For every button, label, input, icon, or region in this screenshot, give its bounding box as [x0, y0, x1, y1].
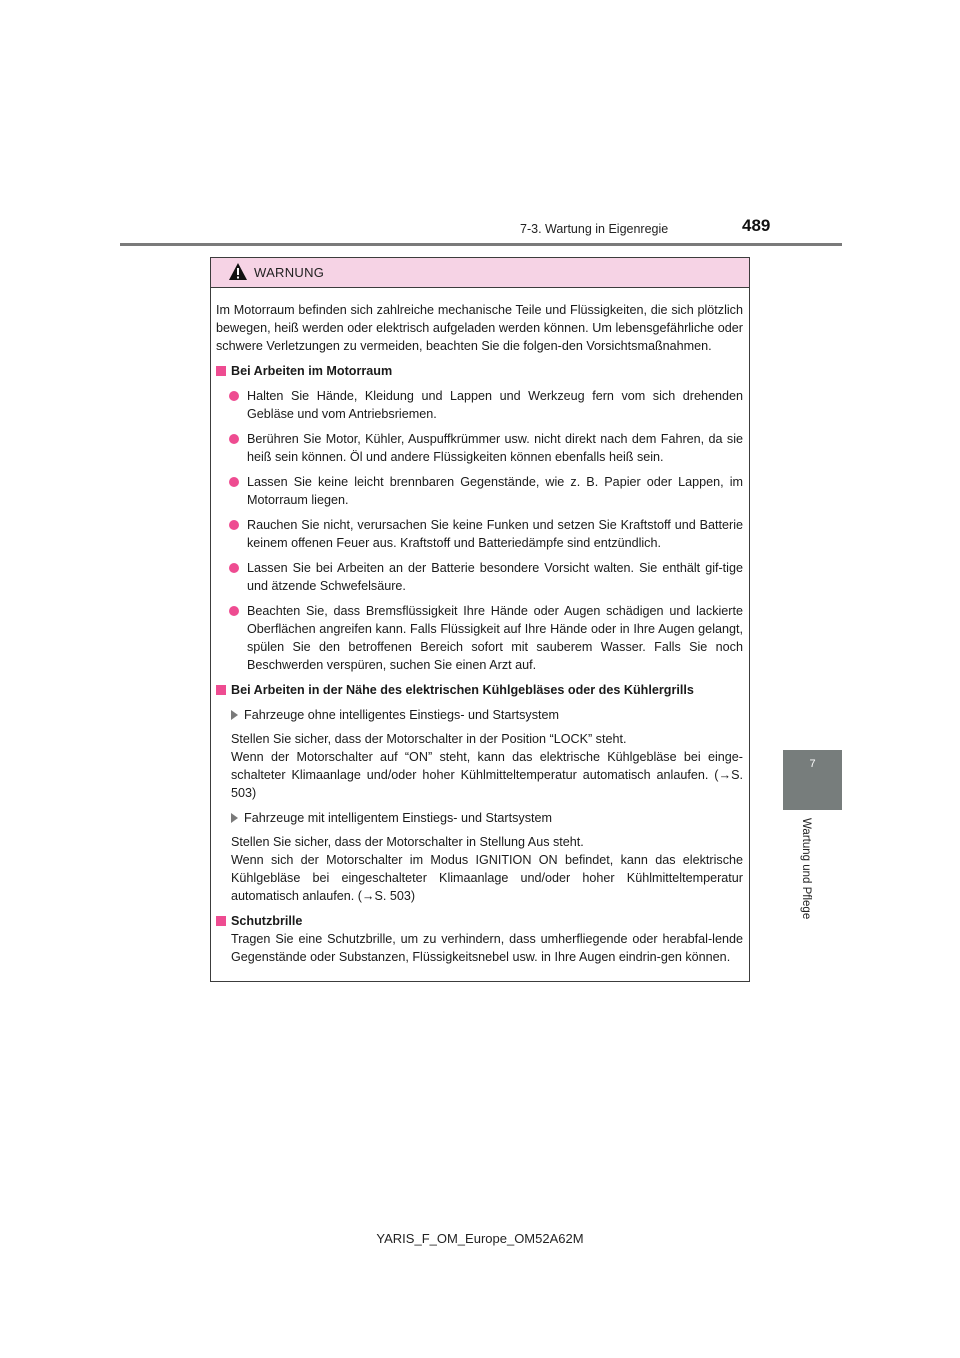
paragraph-line: Stellen Sie sicher, dass der Motorschalter in Stellung Aus steht. [231, 835, 584, 849]
vehicle-variant [216, 706, 743, 724]
section-heading [216, 912, 743, 930]
section-heading-text: Bei Arbeiten in der Nähe des elektrischen Kühlgebläses oder des Kühlergrills [231, 683, 694, 697]
warning-title: WARNUNG [254, 265, 325, 280]
paragraph-line: Stellen Sie sicher, dass der Motorschalter in der Position “LOCK” steht. [231, 732, 627, 746]
warning-header [211, 258, 749, 288]
bullet-text: Lassen Sie bei Arbeiten an der Batterie besondere Vorsicht walten. Sie enthält gif-tige und ätzende Schwefelsäure. [247, 561, 743, 593]
bullet-text: Beachten Sie, dass Bremsflüssigkeit Ihre Hände oder Augen schädigen und lackierte Oberflächen angreifen kann. Falls Flüssigkeit auf Ihre Hände oder in Ihre Augen gelangt, spülen Sie den betroffenen Bereich sofort mit sauberem Wasser. Falls Sie noch Beschwerden verspüren, suchen Sie einen Arzt auf. [247, 604, 743, 672]
chapter-title: Wartung und Pflege [800, 818, 812, 920]
header-divider [120, 243, 842, 246]
square-bullet-icon [216, 916, 226, 926]
bullet-text: Halten Sie Hände, Kleidung und Lappen und Werkzeug fern vom sich drehenden Gebläse und vom Antriebsriemen. [247, 389, 743, 421]
vehicle-variant-text: Fahrzeuge mit intelligentem Einstiegs- und Startsystem [244, 811, 552, 825]
vehicle-variant-text: Fahrzeuge ohne intelligentes Einstiegs- und Startsystem [244, 708, 560, 722]
circle-bullet-icon [229, 520, 239, 530]
section-heading [216, 362, 743, 380]
warning-intro: Im Motorraum befinden sich zahlreiche mechanische Teile und Flüssigkeiten, die sich plötzlich bewegen, heiß werden oder elektrisch aufgeladen werden können. Um lebensgefährliche oder schwere Verletzungen zu vermeiden, beachten Sie die folgen-den Vorsichtsmaßnahmen. [216, 303, 743, 353]
warning-box [210, 257, 750, 982]
circle-bullet-icon [229, 391, 239, 401]
circle-bullet-icon [229, 563, 239, 573]
document-code: YARIS_F_OM_Europe_OM52A62M [376, 1231, 584, 1246]
square-bullet-icon [216, 685, 226, 695]
bullet-item [216, 387, 743, 423]
bullet-item [216, 516, 743, 552]
section-heading [216, 681, 743, 699]
circle-bullet-icon [229, 434, 239, 444]
square-bullet-icon [216, 366, 226, 376]
bullet-item [216, 602, 743, 674]
bullet-item [216, 430, 743, 466]
bullet-item [216, 559, 743, 595]
circle-bullet-icon [229, 477, 239, 487]
page-number: 489 [742, 216, 771, 235]
circle-bullet-icon [229, 606, 239, 616]
header-section-title: 7-3. Wartung in Eigenregie [520, 222, 669, 236]
bullet-text: Berühren Sie Motor, Kühler, Auspuffkrümmer usw. nicht direkt nach dem Fahren, da sie heiß sein können. Öl und andere Flüssigkeiten können ebenfalls heiß sein. [247, 432, 743, 464]
warning-triangle-icon [228, 262, 248, 286]
section-heading-text: Schutzbrille [231, 914, 303, 928]
paragraph: Tragen Sie eine Schutzbrille, um zu verhindern, dass umherfliegende oder herabfal-lende Gegenstände oder Substanzen, Flüssigkeitsnebel usw. in Ihre Augen eindrin-gen können. [231, 932, 743, 964]
chapter-number: 7 [809, 758, 816, 770]
arrow-right-icon [231, 813, 238, 823]
vehicle-variant [216, 809, 743, 827]
arrow-right-icon [231, 710, 238, 720]
paragraph-line: Wenn sich der Motorschalter im Modus IGNITION ON befindet, kann das elektrische Kühlgebläse bei eingeschalteter Klimaanlage und/oder hoher Kühlmitteltemperatur automatisch anlaufen. (→S. 503) [231, 853, 743, 903]
section-heading-text: Bei Arbeiten im Motorraum [231, 364, 393, 378]
bullet-item [216, 473, 743, 509]
paragraph-line: Wenn der Motorschalter auf “ON” steht, kann das elektrische Kühlgebläse bei einge-schalteter Klimaanlage und/oder hoher Kühlmitteltemperatur automatisch anlaufen. (→S. 503) [231, 750, 743, 800]
paragraph [216, 730, 743, 802]
bullet-text: Lassen Sie keine leicht brennbaren Gegenstände, wie z. B. Papier oder Lappen, im Motorraum liegen. [247, 475, 743, 507]
bullet-text: Rauchen Sie nicht, verursachen Sie keine Funken und setzen Sie Kraftstoff und Batterie keinem offenen Feuer aus. Kraftstoff und Batteriedämpfe sind entzündlich. [247, 518, 743, 550]
paragraph [216, 833, 743, 905]
warning-body [211, 288, 749, 966]
